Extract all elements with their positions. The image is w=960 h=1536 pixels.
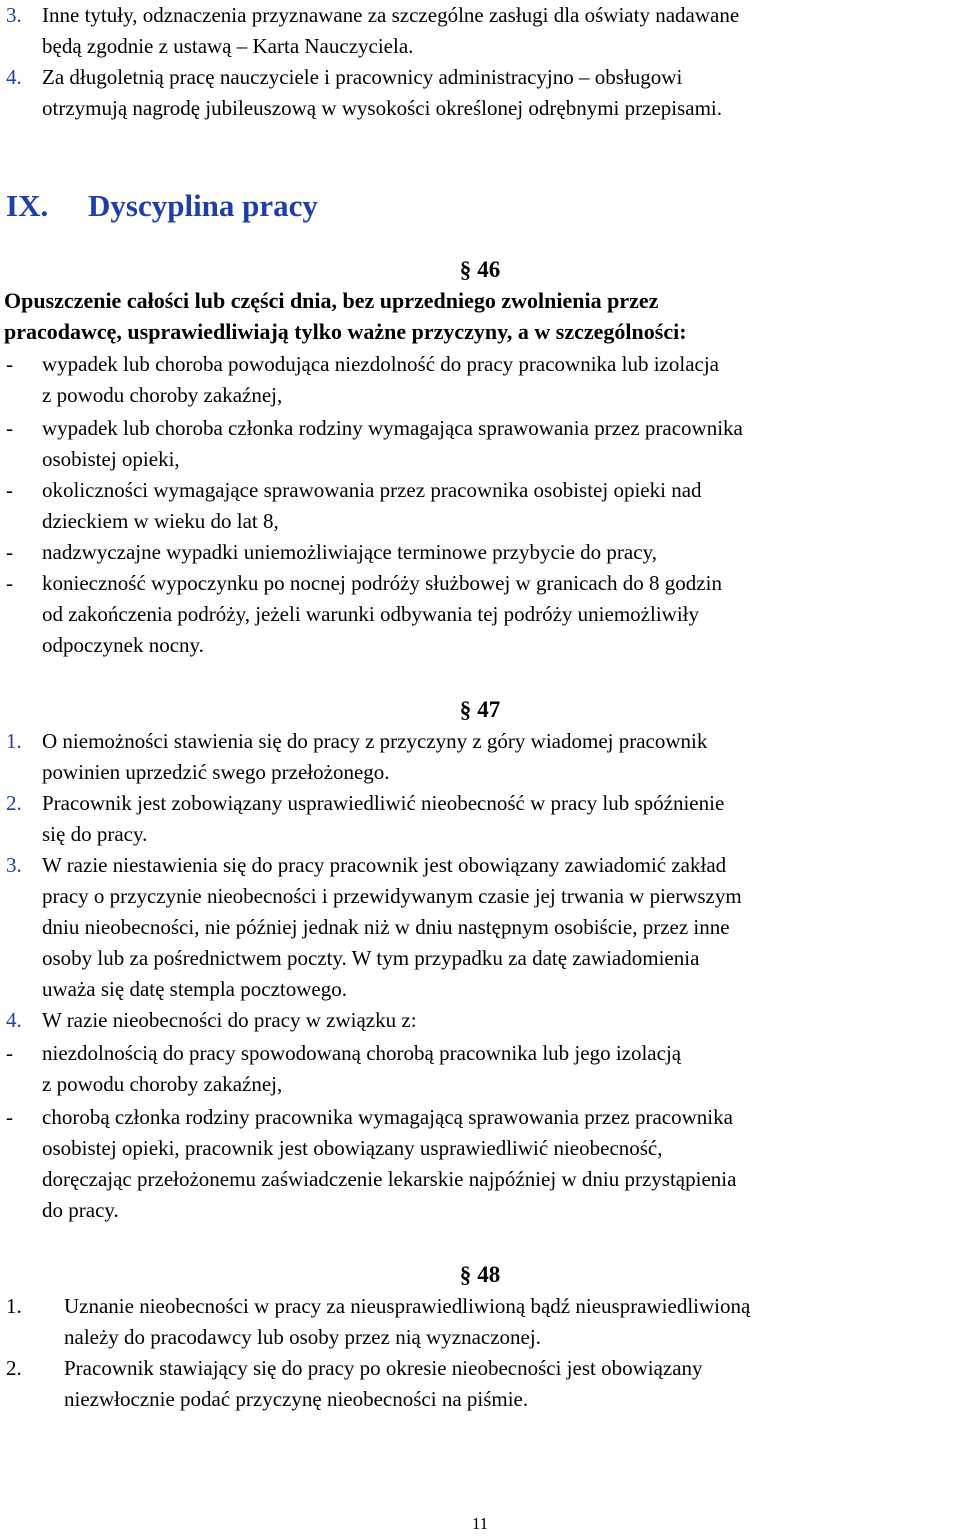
list-item: 3. W razie niestawienia się do pracy pracownik jest obowiązany zawiadomić zakład — [6, 853, 727, 877]
list-item-continuation: się do pracy. — [42, 822, 148, 846]
dash-item-continuation: odpoczynek nocny. — [42, 633, 204, 657]
intro-line: pracodawcę, usprawiedliwiają tylko ważne przyczyny, a w szczególności: — [4, 319, 687, 344]
section-heading-46 — [0, 254, 960, 285]
intro-line: Opuszczenie całości lub części dnia, bez uprzedniego zwolnienia przez — [4, 288, 659, 313]
list-item-continuation: powinien uprzedzić swego przełożonego. — [42, 760, 390, 784]
dash-item-continuation: osobistej opieki, pracownik jest obowiązany usprawiedliwić nieobecność, — [42, 1136, 663, 1160]
chapter-heading — [0, 186, 960, 226]
item-number: 4. — [6, 65, 22, 89]
item-text-line: Inne tytuły, odznaczenia przyznawane za szczególne zasługi dla oświaty nadawane — [42, 3, 740, 27]
dash-item-continuation: osobistej opieki, — [42, 447, 180, 471]
list-item: 1. O niemożności stawienia się do pracy z przyczyny z góry wiadomej pracownik — [6, 729, 708, 753]
section-symbol: § — [459, 697, 472, 722]
item-number: 3. — [6, 3, 22, 27]
section-heading-48 — [0, 1259, 960, 1290]
list-item-continuation: uważa się datę stempla pocztowego. — [42, 977, 347, 1001]
list-item: 1. Uznanie nieobecności w pracy za nieusprawiedliwioną bądź nieusprawiedliwioną — [6, 1294, 751, 1318]
list-item — [0, 0, 960, 31]
dash-item-continuation: dzieckiem w wieku do lat 8, — [42, 509, 279, 533]
dash-item: - okoliczności wymagające sprawowania przez pracownika osobistej opieki nad — [6, 478, 702, 502]
dash-item: - niezdolnością do pracy spowodowaną chorobą pracownika lub jego izolacją — [6, 1041, 682, 1065]
item-text-line: Za długoletnią pracę nauczyciele i pracownicy administracyjno – obsługowi — [42, 65, 683, 89]
dash-item: - wypadek lub choroba powodująca niezdolność do pracy pracownika lub izolacja — [6, 352, 720, 376]
list-item-continuation: niezwłocznie podać przyczynę nieobecności na piśmie. — [64, 1387, 529, 1411]
page-number: 11 — [471, 1514, 489, 1533]
section-heading-47 — [0, 694, 960, 725]
dash-item-continuation: od zakończenia podróży, jeżeli warunki odbywania tej podróży uniemożliwiły — [42, 602, 699, 626]
dash-item-continuation: z powodu choroby zakaźnej, — [42, 1072, 283, 1096]
section-number: 46 — [477, 257, 501, 282]
list-item-continuation — [0, 93, 960, 124]
dash-item-continuation: z powodu choroby zakaźnej, — [42, 383, 283, 407]
chapter-number: IX. — [6, 188, 49, 223]
section-symbol: § — [459, 257, 472, 282]
list-item-continuation — [0, 31, 960, 62]
list-item: 2. Pracownik jest zobowiązany usprawiedliwić nieobecność w pracy lub spóźnienie — [6, 791, 725, 815]
list-item — [0, 62, 960, 93]
section-number: 47 — [477, 697, 501, 722]
section-number: 48 — [477, 1262, 501, 1287]
dash-item-continuation: doręczając przełożonemu zaświadczenie lekarskie najpóźniej w dniu przystąpienia — [42, 1167, 737, 1191]
dash-item: - wypadek lub choroba członka rodziny wymagająca sprawowania przez pracownika — [6, 416, 743, 440]
item-text-line: będą zgodnie z ustawą – Karta Nauczyciela. — [42, 34, 414, 58]
list-item-continuation: należy do pracodawcy lub osoby przez nią wyznaczonej. — [64, 1325, 541, 1349]
chapter-title: Dyscyplina pracy — [88, 188, 318, 223]
list-item: 4. W razie nieobecności do pracy w związku z: — [6, 1008, 417, 1032]
item-text-line: otrzymują nagrodę jubileuszową w wysokości określonej odrębnymi przepisami. — [42, 96, 722, 120]
dash-item-continuation: do pracy. — [42, 1198, 119, 1222]
dash-item: - nadzwyczajne wypadki uniemożliwiające terminowe przybycie do pracy, — [6, 540, 657, 564]
list-item: 2. Pracownik stawiający się do pracy po okresie nieobecności jest obowiązany — [6, 1356, 703, 1380]
list-item-continuation: osoby lub za pośrednictwem poczty. W tym przypadku za datę zawiadomienia — [42, 946, 700, 970]
dash-item: - konieczność wypoczynku po nocnej podróży służbowej w granicach do 8 godzin — [6, 571, 722, 595]
dash-item: - chorobą członka rodziny pracownika wymagającą sprawowania przez pracownika — [6, 1105, 733, 1129]
list-item-continuation: pracy o przyczynie nieobecności i przewidywanym czasie jej trwania w pierwszym — [42, 884, 742, 908]
section-symbol: § — [459, 1262, 472, 1287]
list-item-continuation: dniu nieobecności, nie później jednak niż w dniu następnym osobiście, przez inne — [42, 915, 730, 939]
